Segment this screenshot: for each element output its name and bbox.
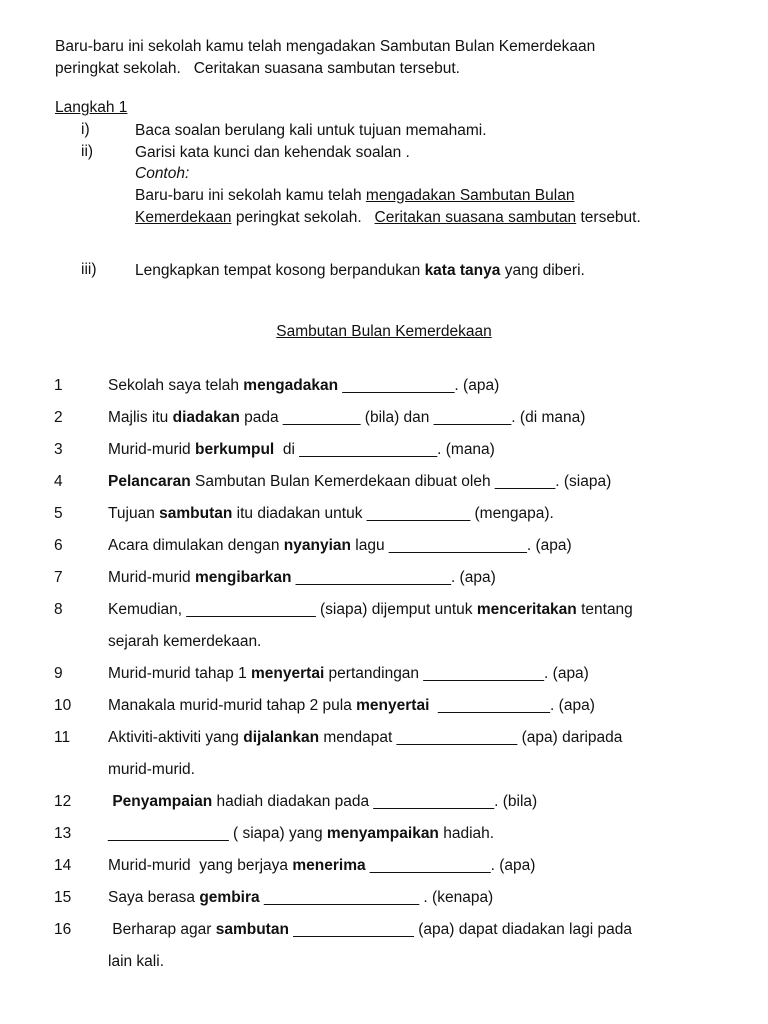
question-number: 16	[54, 921, 72, 938]
question-text-part: Murid-murid	[108, 441, 195, 458]
question-text-part: hadiah diadakan pada ______________. (bila)	[212, 793, 538, 810]
question-continuation: sejarah kemerdekaan.	[108, 633, 262, 650]
kata-tanya-keyword: kata tanya	[424, 262, 501, 279]
question-keyword: menyertai	[251, 665, 325, 682]
contoh-text: peringkat sekolah.	[231, 209, 375, 226]
question-continuation: murid-murid.	[108, 761, 195, 778]
question-text	[108, 722, 622, 754]
question-keyword: mengibarkan	[194, 569, 292, 586]
question-text-part: mendapat ______________ (apa) daripada	[319, 729, 623, 746]
question-text	[108, 562, 496, 594]
question-keyword: mengadakan	[243, 377, 339, 394]
question-number: 5	[54, 505, 63, 522]
question-keyword: sambutan	[159, 505, 233, 522]
question-text-part: Berharap agar	[108, 921, 216, 938]
worksheet-title: Sambutan Bulan Kemerdekaan	[276, 323, 492, 340]
question-text-part: Manakala murid-murid tahap 2 pula	[108, 697, 357, 714]
question-text	[108, 530, 572, 562]
question-text-part: _____________. (apa)	[429, 697, 595, 714]
question-text-part: Tujuan	[108, 505, 160, 522]
intro-line-1: Baru-baru ini sekolah kamu telah mengadakan Sambutan Bulan Kemerdekaan	[55, 38, 596, 55]
question-number: 12	[54, 793, 72, 810]
question-text-part: Acara dimulakan dengan	[108, 537, 284, 554]
question-number: 8	[54, 601, 63, 618]
question-text-part: Murid-murid tahap 1	[108, 665, 252, 682]
question-number: 9	[54, 665, 63, 682]
question-text-part: pada _________ (bila) dan _________. (di mana)	[239, 409, 586, 426]
question-keyword: nyanyian	[283, 537, 351, 554]
question-keyword: gembira	[199, 889, 260, 906]
question-text	[108, 594, 633, 626]
question-text	[108, 850, 535, 882]
question-keyword: dijalankan	[243, 729, 320, 746]
question-text	[108, 466, 611, 498]
question-text-part: Saya berasa	[108, 889, 200, 906]
question-continuation: lain kali.	[108, 953, 164, 970]
question-text-part: Sekolah saya telah	[108, 377, 244, 394]
question-text-part: __________________. (apa)	[291, 569, 496, 586]
step-text-part: yang diberi.	[500, 262, 585, 279]
question-keyword: menyampaikan	[326, 825, 439, 842]
question-text-part: __________________ . (kenapa)	[259, 889, 494, 906]
question-keyword: Penyampaian	[112, 793, 213, 810]
contoh-keyword: mengadakan Sambutan Bulan	[365, 187, 575, 204]
step-number: iii)	[81, 261, 97, 278]
question-text-part: _____________. (apa)	[338, 377, 500, 394]
question-text	[108, 818, 494, 850]
step-number: ii)	[81, 143, 94, 160]
question-keyword: menyertai	[356, 697, 430, 714]
question-keyword: Pelancaran	[108, 473, 191, 490]
contoh-line-2	[135, 207, 641, 228]
question-text-part: ______________ (apa) dapat diadakan lagi pada	[288, 921, 632, 938]
question-text	[108, 434, 495, 466]
question-text	[108, 882, 493, 914]
question-text	[108, 402, 585, 434]
intro-paragraph	[55, 36, 595, 80]
question-number: 7	[54, 569, 63, 586]
question-number: 4	[54, 473, 63, 490]
question-text-part: Kemudian, _______________ (siapa) dijemput untuk	[108, 601, 477, 618]
question-text-part: di ________________. (mana)	[274, 441, 495, 458]
question-number: 6	[54, 537, 63, 554]
step-text-part: Lengkapkan tempat kosong berpandukan	[135, 262, 425, 279]
question-text-part: pertandingan ______________. (apa)	[324, 665, 589, 682]
question-text	[108, 690, 595, 722]
step-text	[135, 260, 585, 281]
question-number: 3	[54, 441, 63, 458]
contoh-line-1	[135, 185, 574, 206]
contoh-keyword: Ceritakan suasana sambutan	[374, 209, 577, 226]
question-text-part: Majlis itu	[108, 409, 173, 426]
question-text	[108, 914, 632, 946]
question-text-part: Murid-murid yang berjaya	[108, 857, 293, 874]
question-number: 14	[54, 857, 72, 874]
contoh-label: Contoh:	[135, 165, 190, 182]
step-text: Baca soalan berulang kali untuk tujuan memahami.	[135, 122, 487, 139]
contoh-text: Baru-baru ini sekolah kamu telah	[135, 187, 366, 204]
intro-line-2: peringkat sekolah. Ceritakan suasana sambutan tersebut.	[55, 60, 460, 77]
contoh-keyword: Kemerdekaan	[135, 209, 232, 226]
question-number: 2	[54, 409, 63, 426]
question-text	[108, 370, 499, 402]
question-number: 1	[54, 377, 63, 394]
question-text	[108, 498, 554, 530]
langkah-heading: Langkah 1	[55, 99, 128, 116]
question-keyword: menceritakan	[476, 601, 577, 618]
question-number: 10	[54, 697, 72, 714]
question-text	[108, 786, 537, 818]
question-text-part: ______________ ( siapa) yang	[108, 825, 327, 842]
question-keyword: diadakan	[172, 409, 240, 426]
step-number: i)	[81, 121, 90, 138]
question-keyword: sambutan	[215, 921, 289, 938]
question-number: 15	[54, 889, 72, 906]
question-text	[108, 658, 589, 690]
question-number: 13	[54, 825, 72, 842]
question-text-part: ______________. (apa)	[365, 857, 536, 874]
question-text-part: itu diadakan untuk ____________ (mengapa).	[232, 505, 554, 522]
question-text-part: tentang	[576, 601, 633, 618]
contoh-text: tersebut.	[576, 209, 641, 226]
question-keyword: menerima	[292, 857, 366, 874]
question-text-part: Murid-murid	[108, 569, 195, 586]
question-text-part: lagu ________________. (apa)	[351, 537, 572, 554]
step-text: Garisi kata kunci dan kehendak soalan .	[135, 144, 410, 161]
question-text-part: Aktiviti-aktiviti yang	[108, 729, 244, 746]
question-text-part: hadiah.	[438, 825, 495, 842]
question-text-part: Sambutan Bulan Kemerdekaan dibuat oleh _______. (siapa)	[190, 473, 612, 490]
question-number: 11	[54, 729, 71, 746]
question-keyword: berkumpul	[194, 441, 275, 458]
